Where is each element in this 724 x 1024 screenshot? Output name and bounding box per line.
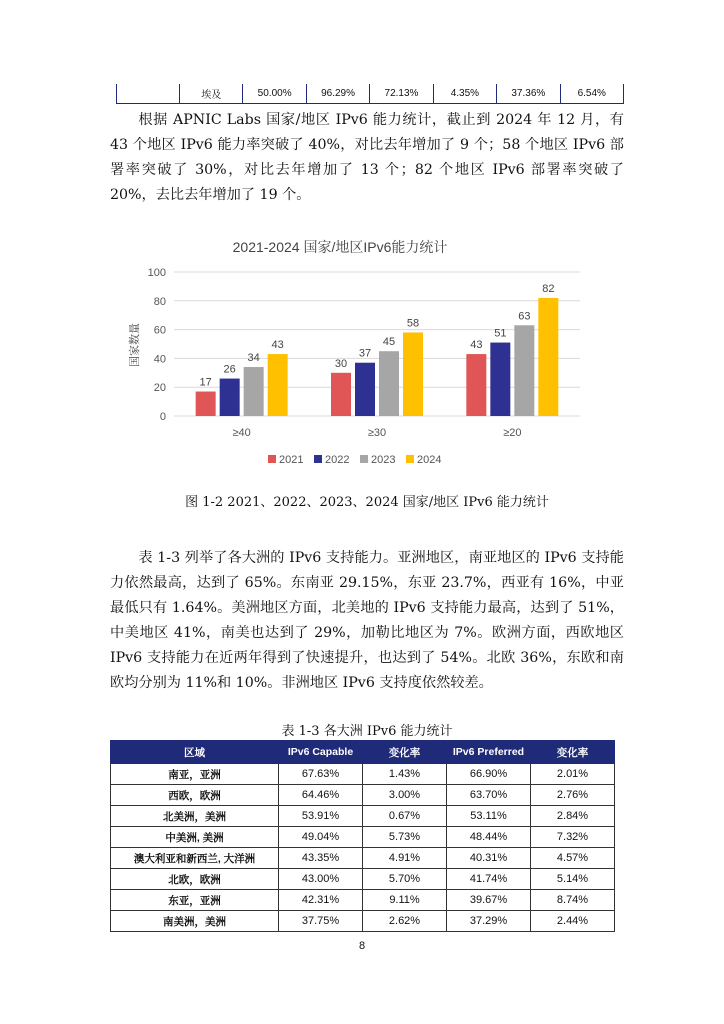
- value-cell: 2.44%: [531, 911, 615, 932]
- table-caption: 表 1-3 各大洲 IPv6 能力统计: [281, 724, 453, 739]
- x-tick-label: ≥20: [503, 427, 522, 439]
- value-cell: 5.70%: [363, 869, 447, 890]
- region-cell: 东亚，亚洲: [111, 890, 279, 911]
- region-cell: 北欧，欧洲: [111, 869, 279, 890]
- bar: [379, 351, 399, 416]
- table-row: [111, 890, 615, 911]
- bar: [403, 332, 423, 416]
- column-header: 变化率: [363, 741, 447, 764]
- table-cell: 埃及: [180, 84, 243, 104]
- bar: [466, 354, 486, 416]
- table-cell: 6.54%: [560, 84, 623, 104]
- table-row: [111, 764, 615, 785]
- value-cell: 49.04%: [279, 827, 363, 848]
- chart-svg: [110, 228, 624, 483]
- column-header: 变化率: [531, 741, 615, 764]
- value-cell: 2.84%: [531, 806, 615, 827]
- figure-caption: 图 1-2 2021、2022、2023、2024 国家/地区 IPv6 能力统计: [185, 495, 549, 510]
- value-cell: 9.11%: [363, 890, 447, 911]
- table-cell: 4.35%: [433, 84, 496, 104]
- data-label: 43: [271, 339, 284, 352]
- body-paragraph: 表 1-3 列举了各大洲的 IPv6 支持能力。亚洲地区，南亚地区的 IPv6 支持能力依然最高，达到了 65%。东南亚 29.15%，东亚 23.7%，西亚有 16%，中亚最低只有 1.64%。美洲地区方面，北美地的 IPv6 支持能力最高，达到了 51%，中美地区 41%，南美也达到了 29%，加勒比地区为 7%。欧洲方面，西欧地区 IPv6 支持能力在近两年得到了快速提升，也达到了 54%。北欧 36%，东欧和南欧均分别为 11%和 10%。非洲地区 IPv6 支持度依然较差。: [110, 550, 624, 691]
- legend-swatch: [406, 455, 414, 463]
- region-cell: 北美洲，美洲: [111, 806, 279, 827]
- region-cell: 南亚，亚洲: [111, 764, 279, 785]
- value-cell: 63.70%: [447, 785, 531, 806]
- value-cell: 43.35%: [279, 848, 363, 869]
- bar: [220, 379, 240, 416]
- y-tick-label: 0: [159, 411, 166, 423]
- bar: [268, 354, 288, 416]
- value-cell: 5.73%: [363, 827, 447, 848]
- table-row: [111, 911, 615, 932]
- data-label: 34: [247, 352, 260, 365]
- value-cell: 37.75%: [279, 911, 363, 932]
- chart-title: 2021-2024 国家/地区IPv6能力统计: [232, 239, 448, 255]
- data-label: 45: [382, 336, 396, 349]
- data-label: 43: [470, 339, 483, 352]
- value-cell: 53.11%: [447, 806, 531, 827]
- value-cell: 3.00%: [363, 785, 447, 806]
- table-row: [111, 785, 615, 806]
- value-cell: 53.91%: [279, 806, 363, 827]
- legend-label: 2022: [325, 454, 350, 466]
- region-cell: 中美洲, 美洲: [111, 827, 279, 848]
- legend-label: 2021: [279, 454, 304, 466]
- bar: [538, 298, 558, 416]
- legend-label: 2024: [417, 454, 442, 466]
- value-cell: 64.46%: [279, 785, 363, 806]
- table-header-row: [111, 741, 615, 764]
- value-cell: 2.76%: [531, 785, 615, 806]
- value-cell: 37.29%: [447, 911, 531, 932]
- bar-chart: [110, 228, 624, 487]
- page-number: 8: [358, 940, 366, 952]
- data-label: 26: [223, 363, 236, 376]
- y-tick-label: 20: [153, 382, 166, 395]
- value-cell: 40.31%: [447, 848, 531, 869]
- value-cell: 41.74%: [447, 869, 531, 890]
- data-label: 37: [358, 347, 372, 360]
- y-tick-label: 80: [153, 295, 166, 308]
- column-header: IPv6 Preferred: [447, 741, 531, 764]
- bar: [514, 325, 534, 416]
- value-cell: 8.74%: [531, 890, 615, 911]
- value-cell: 42.31%: [279, 890, 363, 911]
- value-cell: 0.67%: [363, 806, 447, 827]
- value-cell: 5.14%: [531, 869, 615, 890]
- bar: [490, 343, 510, 416]
- value-cell: 1.43%: [363, 764, 447, 785]
- x-tick-label: ≥40: [232, 427, 251, 439]
- legend-swatch: [360, 455, 368, 463]
- bar: [355, 363, 375, 416]
- y-tick-label: 40: [153, 353, 166, 366]
- y-tick-label: 100: [147, 267, 166, 279]
- table-cell: 37.36%: [497, 84, 560, 104]
- data-label: 58: [406, 317, 420, 330]
- data-label: 17: [199, 376, 212, 389]
- value-cell: 7.32%: [531, 827, 615, 848]
- table-row: [117, 84, 624, 104]
- previous-table-last-row: [116, 84, 624, 104]
- column-header: 区域: [111, 741, 279, 764]
- value-cell: 2.01%: [531, 764, 615, 785]
- region-cell: 南美洲，美洲: [111, 911, 279, 932]
- value-cell: 4.91%: [363, 848, 447, 869]
- value-cell: 43.00%: [279, 869, 363, 890]
- value-cell: 48.44%: [447, 827, 531, 848]
- data-label: 51: [494, 327, 507, 340]
- y-tick-label: 60: [153, 324, 166, 337]
- value-cell: 2.62%: [363, 911, 447, 932]
- data-label: 82: [542, 282, 555, 295]
- table-row: [111, 869, 615, 890]
- x-tick-label: ≥30: [367, 427, 387, 439]
- table-cell: 96.29%: [306, 84, 369, 104]
- data-label: 30: [334, 357, 348, 370]
- value-cell: 39.67%: [447, 890, 531, 911]
- legend-swatch: [268, 455, 276, 463]
- table-cell: 72.13%: [370, 84, 433, 104]
- ipv6-continent-table: [110, 740, 615, 932]
- value-cell: 4.57%: [531, 848, 615, 869]
- y-axis-label: 国家数量: [129, 323, 141, 367]
- legend-swatch: [314, 455, 322, 463]
- bar: [331, 373, 351, 416]
- value-cell: 67.63%: [279, 764, 363, 785]
- table-cell: [117, 84, 180, 104]
- column-header: IPv6 Capable: [279, 741, 363, 764]
- region-cell: 西欧，欧洲: [111, 785, 279, 806]
- table-row: [111, 827, 615, 848]
- bar: [196, 392, 216, 416]
- legend-label: 2023: [371, 454, 396, 466]
- value-cell: 66.90%: [447, 764, 531, 785]
- bar: [244, 367, 264, 416]
- body-paragraph: 根据 APNIC Labs 国家/地区 IPv6 能力统计，截止到 2024 年 12 月，有 43 个地区 IPv6 能力率突破了 40%，对比去年增加了 9 个；58 个地区 IPv6 部署率突破了 30%，对比去年增加了 13 个；82 个地区 IPv6 部署率突破了 20%，去比去年增加了 19 个。: [110, 112, 624, 203]
- data-label: 63: [518, 310, 531, 323]
- table-row: [111, 848, 615, 869]
- table-cell: 50.00%: [243, 84, 306, 104]
- table-row: [111, 806, 615, 827]
- region-cell: 澳大利亚和新西兰, 大洋洲: [111, 848, 279, 869]
